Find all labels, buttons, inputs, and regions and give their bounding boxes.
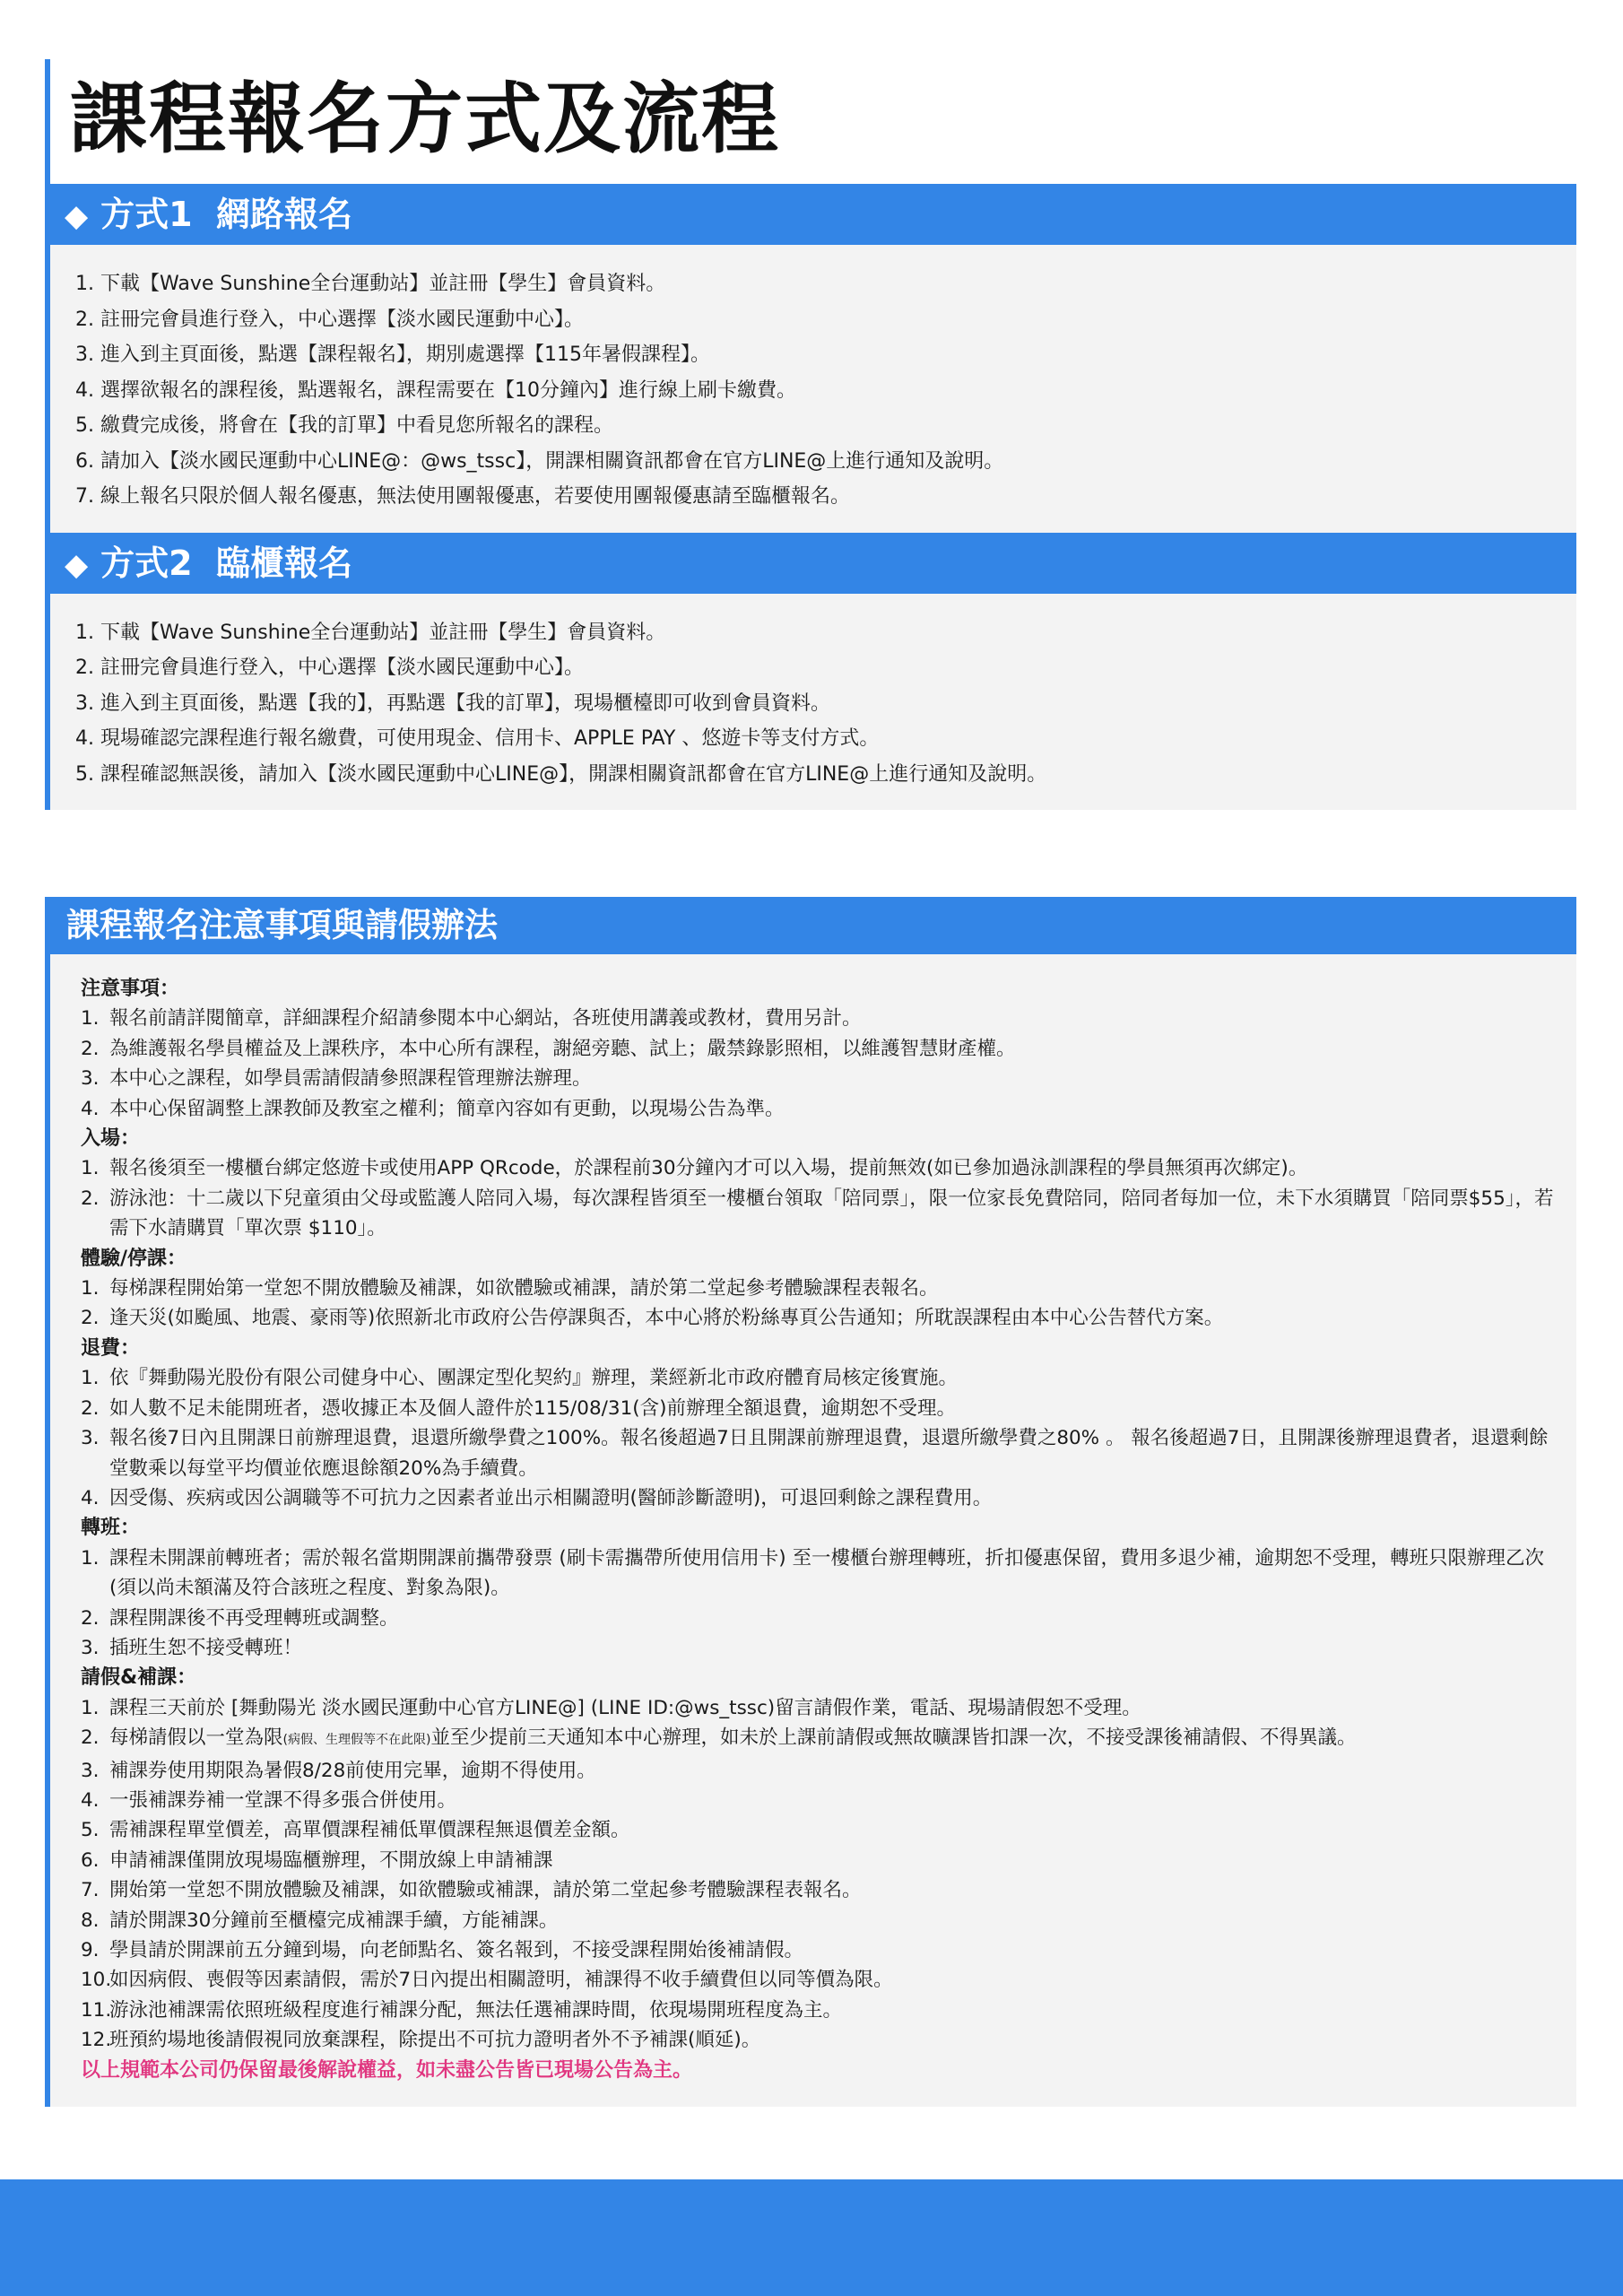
notes-body [50,954,1576,2107]
list-item: 1. 下載【Wave Sunshine全台運動站】並註冊【學生】會員資料。 [75,273,666,296]
list-item: 5. 繳費完成後，將會在【我的訂單】中看見您所報名的課程。 [75,414,614,438]
list-item: 4. 現場確認完課程進行報名繳費，可使用現金、信用卡、APPLE PAY 、悠遊卡等支付方式。 [75,727,880,751]
list-item: 4. 一張補課券補一堂課不得多張合併使用。 [81,1788,457,1812]
notes-section [45,897,1576,2107]
trial-list [81,1274,1555,1334]
list-item: 12. 班預約場地後請假視同放棄課程，除提出不可抗力證明者外不予補課(順延)。 [81,2029,761,2052]
refund-list [81,1363,1555,1513]
list-item: 11. 游泳池補課需依照班級程度進行補課分配，無法任選補課時間，依現場開班程度為主。 [81,1998,843,2022]
method2-body [50,594,1576,811]
list-item: 1. 依『舞動陽光股份有限公司健身中心、團課定型化契約』辦理，業經新北市政府體育局核定後實施。 [81,1367,959,1390]
notes-header: 課程報名注意事項與請假辦法 [50,897,1576,954]
list-item: 5. 課程確認無誤後，請加入【淡水國民運動中心LINE@】，開課相關資訊都會在官方LINE@上進行通知及說明。 [75,762,1047,786]
list-item: 2. 為維護報名學員權益及上課秩序，本中心所有課程，謝絕旁聽、試上；嚴禁錄影照相，以維護智慧財產權。 [81,1037,1016,1060]
leave-heading: 請假&補課： [81,1666,197,1690]
diamond-icon: ◆ [65,546,89,583]
notice-heading: 注意事項： [81,978,180,1000]
list-item: 2. 游泳池：十二歲以下兒童須由父母或監護人陪同入場，每次課程皆須至一樓櫃台領取「陪同票」，限一位家長免費陪同，陪同者每加一位，未下水須購買「陪同票$55」，若需下水請購買「單次票 $110」。 [81,1187,1554,1240]
method1-list [50,245,1576,533]
method2-title: 方式2 臨櫃報名 [100,543,353,583]
list-item: 2. 課程開課後不再受理轉班或調整。 [81,1606,399,1630]
list-item: 7. 開始第一堂恕不開放體驗及補課，如欲體驗或補課，請於第二堂起參考體驗課程表報名。 [81,1879,862,1902]
list-item: 3. 補課券使用期限為暑假8/28前使用完畢，逾期不得使用。 [81,1759,596,1782]
list-item: 2. 逢天災(如颱風、地震、豪雨等)依照新北市政府公告停課與否，本中心將於粉絲專頁公告通知；所耽誤課程由本中心公告替代方案。 [81,1307,1224,1330]
method2-header [50,533,1576,594]
list-item: 1. 每梯課程開始第一堂恕不開放體驗及補課，如欲體驗或補課，請於第二堂起參考體驗課程表報名。 [81,1277,939,1300]
diamond-icon: ◆ [65,198,89,235]
method1-title: 方式1 網路報名 [100,195,353,235]
final-note: 以上規範本公司仍保留最後解說權益，如未盡公告皆已現場公告為主。 [81,2058,693,2082]
list-item: 3. 進入到主頁面後，點選【課程報名】，期別處選擇【115年暑假課程】。 [75,344,710,367]
list-item: 1. 下載【Wave Sunshine全台運動站】並註冊【學生】會員資料。 [75,621,666,644]
list-item: 1. 報名後須至一樓櫃台綁定悠遊卡或使用APP QRcode，於課程前30分鐘內才可以入場，提前無效(如已參加過泳訓課程的學員無須再次綁定)。 [81,1157,1308,1180]
list-item: 4. 本中心保留調整上課教師及教室之權利；簡章內容如有更動，以現場公告為準。 [81,1097,785,1120]
list-item: 3. 本中心之課程，如學員需請假請參照課程管理辦法辦理。 [81,1067,592,1091]
small-note: (病假、生理假等不在此限) [282,1733,431,1748]
list-item: 6. 申請補課僅開放現場臨櫃辦理，不開放線上申請補課 [81,1848,553,1872]
list-item: 4. 因受傷、疾病或因公調職等不可抗力之因素者並出示相關證明(醫師診斷證明)，可退回剩餘之課程費用。 [81,1486,993,1509]
list-item: 1. 課程三天前於 [舞動陽光 淡水國民運動中心官方LINE@] (LINE ID:@ws_tssc)留言請假作業，電話、現場請假恕不受理。 [81,1696,1141,1719]
leave-list [81,1693,1555,2056]
list-item: 10. 如因病假、喪假等因素請假，需於7日內提出相關證明，補課得不收手續費但以同等價為限。 [81,1969,893,1992]
list-item: 3. 報名後7日內且開課日前辦理退費，退還所繳學費之100%。報名後超過7日且開課前辦理退費，退還所繳學費之80% 。 報名後超過7日，且開課後辦理退費者，退還剩餘堂數乘以每堂平均價並依應退餘額20%為手續費。 [81,1427,1549,1480]
refund-heading: 退費： [81,1336,141,1360]
registration-methods-section [45,59,1576,810]
list-item: 1. 報名前請詳閱簡章，詳細課程介紹請參閱本中心網站，各班使用講義或教材，費用另計。 [81,1007,862,1031]
list-item: 4. 選擇欲報名的課程後，點選報名，課程需要在【10分鐘內】進行線上刷卡繳費。 [75,378,796,402]
list-item: 2. 每梯請假以一堂為限(病假、生理假等不在此限)並至少提前三天通知本中心辦理，如未於上課前請假或無故曠課皆扣課一次，不接受課後補請假、不得異議。 [81,1726,1357,1750]
page-title: 課程報名方式及流程 [50,59,1576,184]
list-item: 6. 請加入【淡水國民運動中心LINE@：@ws_tssc】，開課相關資訊都會在官方LINE@上進行通知及說明。 [75,449,1004,473]
footer-bar [0,2179,1623,2296]
list-item: 2. 註冊完會員進行登入，中心選擇【淡水國民運動中心】。 [75,657,585,680]
trial-heading: 體驗/停課： [81,1247,187,1270]
list-item: 8. 請於開課30分鐘前至櫃檯完成補課手續，方能補課。 [81,1909,559,1932]
method1-body [50,245,1576,533]
list-item: 3. 插班生恕不接受轉班！ [81,1636,303,1659]
method1-header [50,184,1576,245]
list-item: 3. 進入到主頁面後，點選【我的】，再點選【我的訂單】，現場櫃檯即可收到會員資料。 [75,691,831,715]
list-item: 1. 課程未開課前轉班者；需於報名當期開課前攜帶發票 (刷卡需攜帶所使用信用卡) 至一樓櫃台辦理轉班，折扣優惠保留，費用多退少補，逾期恕不受理，轉班只限辦理乙次 (須以尚未額滿及符合該班之程度、對象為限)。 [81,1546,1544,1600]
list-item: 9. 學員請於開課前五分鐘到場，向老師點名、簽名報到，不接受課程開始後補請假。 [81,1939,804,1961]
transfer-heading: 轉班： [81,1517,141,1540]
list-item: 2. 如人數不足未能開班者，憑收據正本及個人證件於115/08/31(含)前辦理全額退費，逾期恕不受理。 [81,1396,957,1420]
method2-list [50,594,1576,811]
transfer-list [81,1544,1555,1664]
notice-list [81,1004,1555,1124]
list-item: 5. 需補課程單堂價差，高單價課程補低單價課程無退價差金額。 [81,1819,630,1842]
entry-list [81,1153,1555,1243]
list-item: 2. 註冊完會員進行登入，中心選擇【淡水國民運動中心】。 [75,308,585,331]
entry-heading: 入場： [81,1127,141,1151]
list-item: 7. 線上報名只限於個人報名優惠，無法使用團報優惠，若要使用團報優惠請至臨櫃報名。 [75,485,851,509]
